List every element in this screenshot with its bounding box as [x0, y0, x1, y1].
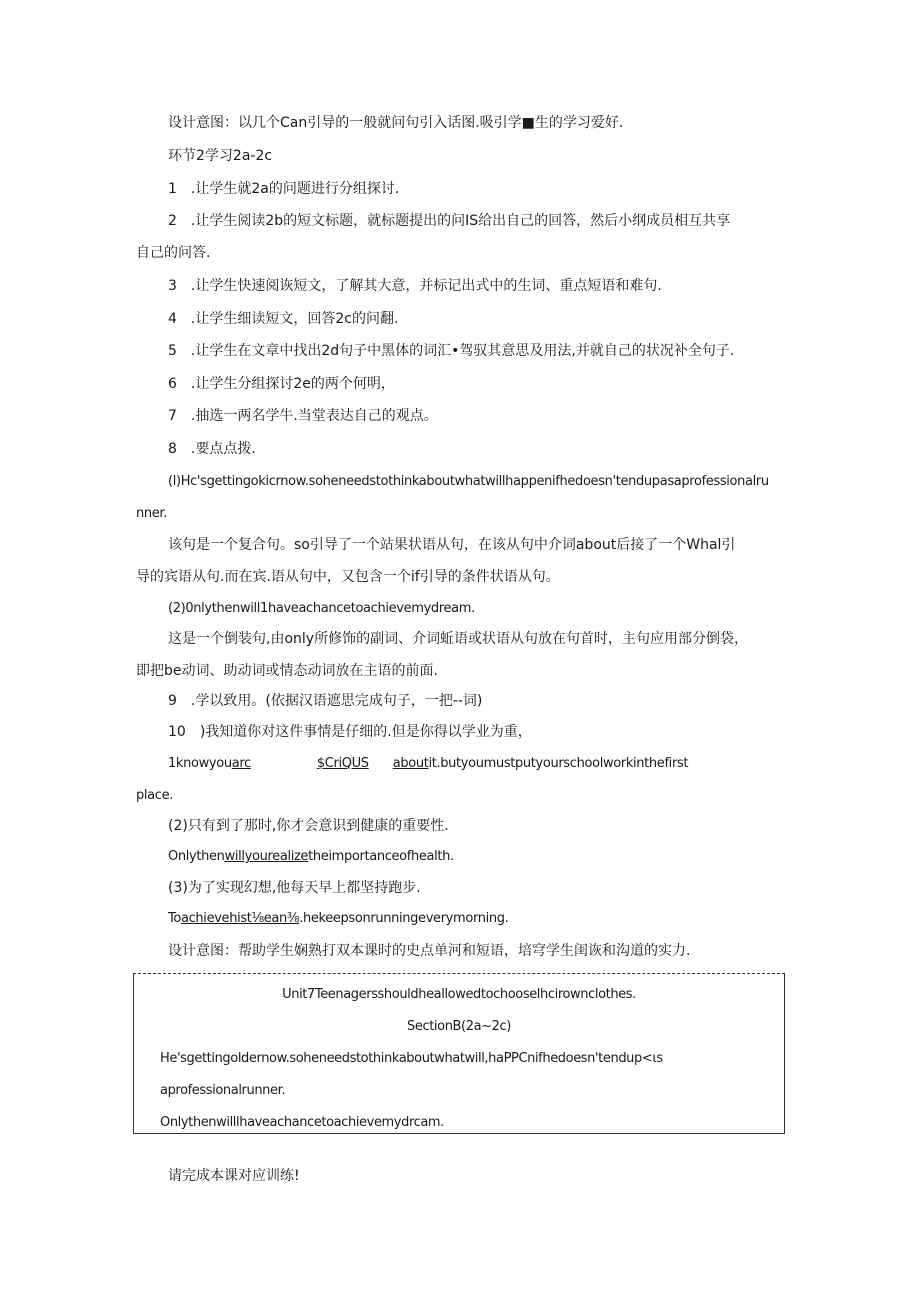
- explanation-1-cont: 导的宾语从句.而在宾.语从句中，又包含一个if引导的条件状语从句。: [136, 569, 560, 585]
- design-intent-1: 设计意图：以几个Can引导的一般就问句引入话图.吸引学■生的学习爱好.: [168, 115, 624, 131]
- exercise-2-blank: willyourealize: [224, 849, 309, 864]
- footer-instruction: 请完成本课对应训练!: [168, 1168, 300, 1184]
- example-sentence-1-cont: nner.: [136, 506, 168, 521]
- step-5: 5 .让学生在文章中找出2d句子中黑体的词汇•驾驭其意思及用法,并就自己的状况补全句子.: [168, 343, 735, 359]
- exercise-2-chinese: (2)只有到了那时,你才会意识到健康的重要性.: [168, 818, 449, 834]
- example-sentence-2: (2)0nlythenwill1haveachancetoachievemydream.: [168, 601, 475, 616]
- exercise-1-answer-cont: place.: [136, 788, 174, 803]
- exercise-1-fill-2: $CriQUS: [316, 756, 369, 771]
- step-7: 7 .抽选一两名学牛.当堂表达自己的观点。: [168, 408, 438, 424]
- step-6: 6 .让学生分组探讨2e的两个何明，: [168, 376, 395, 392]
- box-sentence-1: He'sgettingoldernow.soheneedstothinkaboutwhatwill,haPPCnifhedoesn'tendup<ιs: [160, 1051, 663, 1066]
- exercise-1-blank-2: [317, 756, 393, 771]
- exercise-2-text-b: theimportanceofhealth.: [308, 849, 454, 864]
- step-2: 2 .让学生阅读2b的短文标题，就标题提出的问IS给出自己的回答，然后小纲成员相互共享: [168, 213, 731, 229]
- explanation-2-cont: 即把be动词、助动词或情态动词放在主语的前面.: [136, 663, 438, 679]
- exercise-1-chinese: 10 )我知道你对这件事情是仔细的.但是你得以学业为重，: [168, 724, 532, 740]
- step-2-heading: 环节2学习2a-2c: [168, 148, 273, 164]
- step-4: 4 .让学生细读短文，回答2c的问翻.: [168, 311, 399, 327]
- step-8: 8 .要点点拨.: [168, 441, 256, 457]
- example-sentence-1: (l)Hc'sgettingokicrnow.soheneedstothinkaboutwhatwillhappenifhedoesn'tendupasaprofessionalru: [168, 474, 769, 489]
- exercise-1-answer: [168, 755, 688, 773]
- exercise-2-answer: [168, 848, 454, 866]
- box-sentence-2: Onlythenwilllhaveachancetoachievemydrcam.: [160, 1115, 444, 1130]
- exercise-3-answer: [168, 910, 508, 928]
- exercise-3-blank: achievehist⅛ean⅜: [181, 911, 300, 926]
- box-unit-title: Unit7Teenagersshouldheallowedtochooselhcirownclothes.: [282, 987, 636, 1002]
- exercise-1-fill-1: arc: [231, 756, 251, 771]
- exercise-3-chinese: (3)为了实现幻想,他每天早上都坚持跑步.: [168, 880, 421, 896]
- step-3: 3 .让学生快速阅诙短文，了解其大意，并标记出式中的生词、重点短语和难句.: [168, 278, 662, 294]
- exercise-2-text-a: Onlythen: [168, 849, 225, 864]
- explanation-2: 这是一个倒装句,由only所修饰的副词、介词蚯语或状语从句放在句首时，主句应用部分倒袋，: [168, 631, 749, 647]
- blackboard-design-box: [133, 973, 785, 1134]
- exercise-1-text-b: it.butyoumustputyourschoolworkinthefirst: [428, 756, 689, 771]
- exercise-3-text-b: .hekeepsonrunningeverymorning.: [299, 911, 509, 926]
- box-sentence-1-cont: aprofessionalrunner.: [160, 1083, 286, 1098]
- step-1: 1 .让学生就2a的问题进行分组探讨.: [168, 181, 400, 197]
- exercise-3-text-a: To: [168, 911, 181, 926]
- step-9: 9 .学以致用。(依据汉语遮思完成句子，一把--词): [168, 693, 483, 709]
- box-section-title: SectionB(2a~2c): [407, 1019, 511, 1034]
- design-intent-2: 设计意图：帮助学生娴熟打双本课时的史点单河和短语，培穹学生闺诙和沟道的实力.: [168, 943, 691, 959]
- exercise-1-fill-3: about: [392, 756, 429, 771]
- exercise-1-text-a: 1knowyou: [168, 756, 232, 771]
- explanation-1: 该句是一个复合句。so引导了一个站果状语从句，在该从句中介词about后接了一个Whal引: [168, 537, 736, 553]
- exercise-1-blank-3: [393, 756, 429, 771]
- exercise-1-blank-1: [232, 756, 317, 771]
- step-2-cont: 自己的问答.: [136, 245, 211, 261]
